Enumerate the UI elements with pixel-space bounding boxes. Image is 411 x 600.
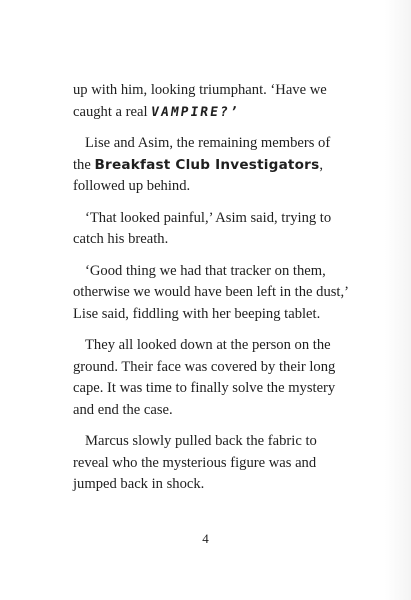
team-name: Breakfast Club Investigators: [94, 156, 320, 173]
story-text: [73, 80, 348, 506]
paragraph-5: They all looked down at the person on the ground. Their face was covered by their long cape. It was time to finally solve the mystery and end the case.: [73, 337, 336, 418]
paragraph-2: [73, 133, 348, 198]
paragraph-6: Marcus slowly pulled back the fabric to reveal who the mysterious figure was and jumped back in shock.: [73, 433, 317, 492]
page-edge-shadow: [385, 0, 411, 600]
page-number: 4: [202, 531, 209, 546]
paragraph-3: ‘That looked painful,’ Asim said, trying to catch his breath.: [73, 209, 332, 247]
paragraph-1: [73, 80, 348, 123]
paragraph-2-text-b: , followed up behind.: [73, 156, 324, 194]
vampire-stylized-word: VAMPIRE?’: [150, 104, 241, 120]
paragraph-2-text-a: Lise and Asim, the remaining members of the: [73, 135, 331, 173]
paragraph-1-text: up with him, looking triumphant. ‘Have we caught a real: [73, 82, 327, 120]
paragraph-4: ‘Good thing we had that tracker on them, otherwise we would have been left in the dust,’ Lise said, fiddling with her beeping tablet.: [73, 262, 348, 322]
